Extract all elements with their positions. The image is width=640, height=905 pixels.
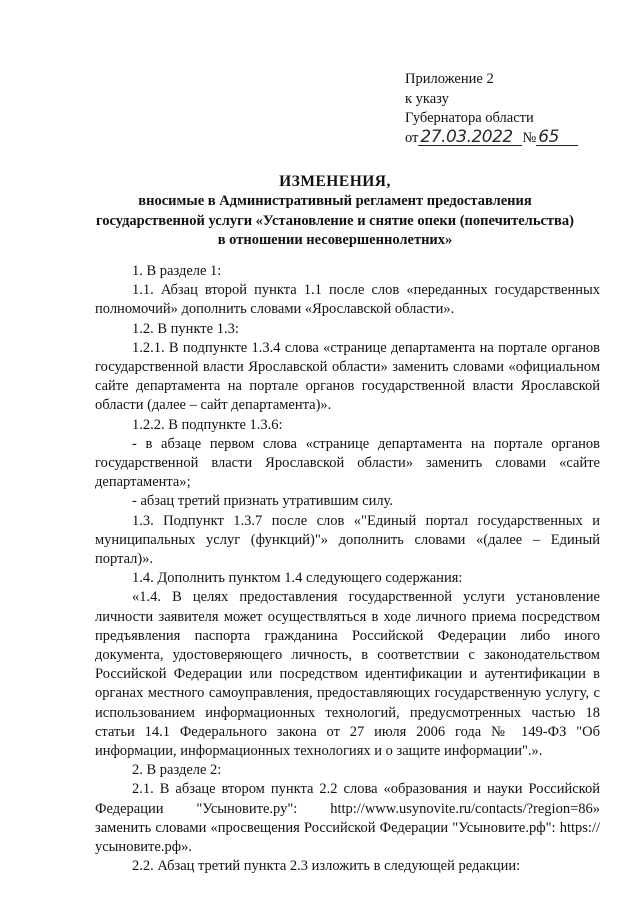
handwritten-number: 65: [536, 129, 578, 146]
paragraph: 1. В разделе 1:: [132, 263, 222, 279]
appendix-governor: Губернатора области: [405, 110, 534, 126]
paragraph: 2.2. Абзац третий пункта 2.3 изложить в следующей редакции:: [132, 858, 521, 875]
appendix-decree-ref: к указу: [405, 90, 449, 107]
paragraph: «1.4. В целях предоставления государственной услуги установление личности заявителя может осуществляться в ходе личного приема посредством предъявления паспорта гражданина Российской Федерации либо иного документа, удостоверяющего личность, в соответствии с законодательством Российской Федерации или посредством идентификации и аутентификации в органах местного самоуправления, предоставляющих государственную услугу, с использованием информационных технологий, предусмотренных частью 18 статьи 14.1 Федерального закона от 27 июля 2006 года № 149-ФЗ "Об информации, информационных технологиях и о защите информации".».: [95, 589, 600, 760]
paragraph: - в абзаце первом слова «странице департамента на портале органов государственной власти Ярославской области» заменить словами «сайте департамента»;: [95, 435, 600, 491]
document-body: [95, 262, 600, 877]
date-prefix: от: [405, 129, 419, 146]
paragraph: - абзац третий признать утратившим силу.: [132, 493, 393, 510]
handwritten-date: 27.03.2022: [418, 129, 522, 146]
appendix-block: [405, 70, 578, 148]
number-prefix: №: [522, 129, 537, 146]
paragraph: 1.2.1. В подпункте 1.3.4 слова «странице департамента на портале органов государственной власти Ярославской области» заменить словами «официальном сайте департамента на портале органов государственной власти Ярославской области (далее – сайт департамента)».: [95, 339, 600, 414]
title-subtitle-line-3: в отношении несовершеннолетних»: [217, 232, 453, 248]
title-subtitle-line-2: государственной услуги «Установление и снятие опеки (попечительства): [96, 212, 574, 229]
paragraph: 1.2. В пункте 1.3:: [132, 320, 239, 337]
title-subtitle-line-1: вносимые в Административный регламент предоставления: [138, 193, 532, 209]
appendix-label: Приложение 2: [405, 71, 494, 87]
title-heading: ИЗМЕНЕНИЯ,: [279, 173, 391, 190]
paragraph: 2. В разделе 2:: [132, 762, 222, 779]
paragraph: 1.3. Подпункт 1.3.7 после слов «"Единый портал государственных и муниципальных услуг (функций)"» дополнить словами «(далее – Единый портал)».: [95, 512, 600, 568]
paragraph: 2.1. В абзаце втором пункта 2.2 слова «образования и науки Российской Федерации "Усыновите.ру": http://www.usynovite.ru/contacts/?region=86» заменить словами «просвещения Российской Федерации "Усыновите.рф": https://усыновите.рф».: [95, 781, 600, 856]
paragraph: 1.4. Дополнить пунктом 1.4 следующего содержания:: [132, 570, 463, 587]
paragraph: 1.2.2. В подпункте 1.3.6:: [132, 416, 283, 433]
appendix-date-row: [405, 126, 578, 149]
paragraph: 1.1. Абзац второй пункта 1.1 после слов «переданных государственных полномочий» дополнить словами «Ярославской области».: [95, 282, 600, 318]
document-title: [70, 172, 600, 251]
